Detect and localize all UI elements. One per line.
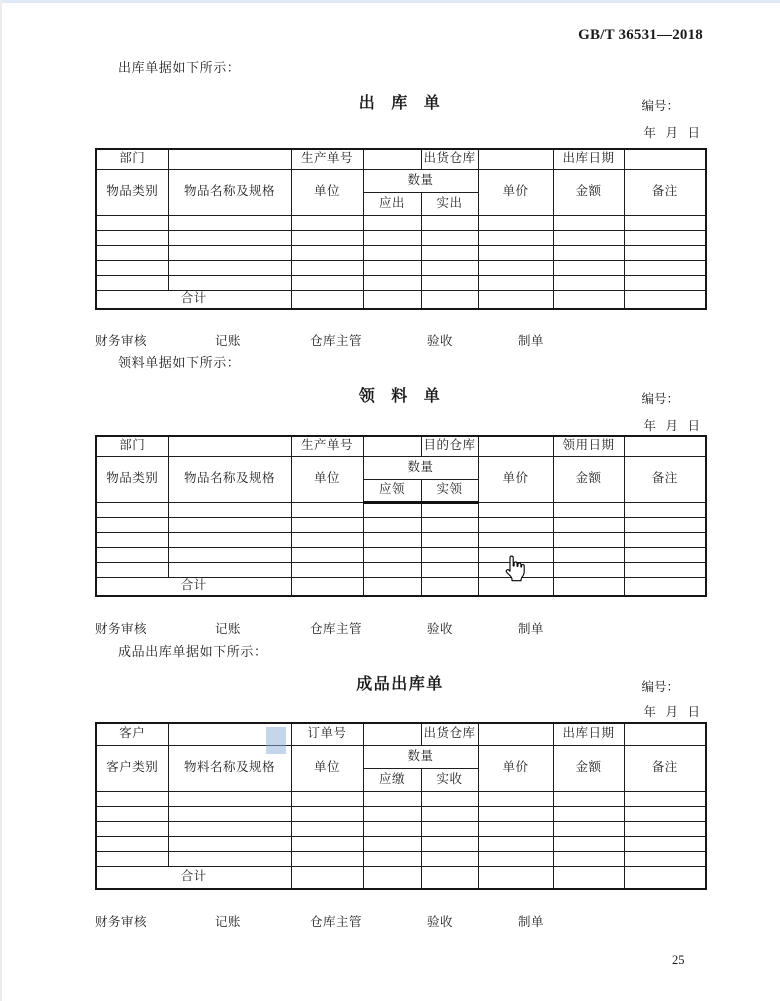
empty-cell (478, 260, 553, 275)
empty-cell (96, 215, 168, 230)
empty-cell (624, 245, 706, 260)
warehouse-value-cell (478, 723, 553, 745)
empty-cell (553, 577, 624, 596)
empty-cell (96, 791, 168, 806)
standard-code: GB/T 36531—2018 (578, 27, 703, 43)
empty-cell (624, 836, 706, 851)
empty-cell (168, 547, 291, 562)
empty-cell (478, 517, 553, 532)
empty-cell (168, 502, 291, 517)
empty-cell (624, 215, 706, 230)
empty-cell (624, 806, 706, 821)
empty-cell (168, 517, 291, 532)
empty-cell (96, 517, 168, 532)
empty-cell (363, 866, 421, 889)
signer-warehouse-manager: 仓库主管 (310, 622, 363, 636)
empty-cell (363, 260, 421, 275)
empty-cell (624, 851, 706, 866)
empty-cell (421, 517, 478, 532)
empty-cell (478, 791, 553, 806)
empty-cell (168, 836, 291, 851)
form-title-requisition: 领 料 单 (358, 388, 442, 405)
empty-cell (553, 851, 624, 866)
signer-warehouse-manager: 仓库主管 (310, 915, 363, 929)
empty-cell (624, 275, 706, 290)
empty-cell (624, 577, 706, 596)
empty-cell (421, 532, 478, 547)
empty-cell (478, 230, 553, 245)
form-number-label: 编号： (641, 99, 679, 113)
empty-cell (478, 245, 553, 260)
col-header-name-spec: 物品名称及规格 (168, 456, 291, 502)
date-label-cell: 出库日期 (553, 723, 624, 745)
intro-text-finished-goods: 成品出库单据如下所示： (118, 644, 268, 659)
customer-label-cell: 客户 (96, 723, 168, 745)
col-header-quantity: 数量 (363, 745, 478, 768)
col-header-remarks: 备注 (624, 456, 706, 502)
table-row (96, 215, 706, 230)
empty-cell (168, 821, 291, 836)
signer-inspection: 验收 (427, 334, 454, 348)
header-row (96, 456, 706, 479)
col-header-name-spec: 物料名称及规格 (168, 745, 291, 791)
col-header-category: 物品类别 (96, 456, 168, 502)
empty-cell (291, 562, 363, 577)
table-row (96, 836, 706, 851)
col-header-unit-price: 单价 (478, 745, 553, 791)
empty-cell (96, 502, 168, 517)
production-order-label-cell: 生产单号 (291, 436, 363, 456)
order-no-label-cell: 订单号 (291, 723, 363, 745)
empty-cell (291, 836, 363, 851)
empty-cell (363, 275, 421, 290)
total-row (96, 577, 706, 596)
empty-cell (363, 791, 421, 806)
empty-cell (553, 806, 624, 821)
empty-cell (96, 260, 168, 275)
col-header-due-issue: 应领 (363, 479, 421, 502)
empty-cell (624, 502, 706, 517)
form-date-label: 年 月 日 (643, 419, 700, 433)
empty-cell (478, 532, 553, 547)
dest-warehouse-label-cell: 目的仓库 (421, 436, 478, 456)
table-row (96, 517, 706, 532)
intro-text-requisition: 领料单据如下所示： (118, 355, 241, 370)
empty-cell (291, 532, 363, 547)
col-header-unit-price: 单价 (478, 456, 553, 502)
form-number-label: 编号： (641, 392, 679, 406)
empty-cell (291, 577, 363, 596)
date-label-cell: 领用日期 (553, 436, 624, 456)
table-row (96, 851, 706, 866)
total-label-cell: 合计 (96, 577, 291, 596)
production-order-label-cell: 生产单号 (291, 149, 363, 169)
empty-cell (363, 547, 421, 562)
empty-cell (96, 532, 168, 547)
empty-cell (291, 806, 363, 821)
empty-cell (168, 791, 291, 806)
signer-preparer: 制单 (518, 915, 545, 929)
empty-cell (553, 866, 624, 889)
empty-cell (363, 821, 421, 836)
requisition-form-table (95, 435, 707, 597)
col-header-category: 物品类别 (96, 169, 168, 215)
empty-cell (363, 836, 421, 851)
header-row (96, 745, 706, 768)
date-label-cell: 出库日期 (553, 149, 624, 169)
empty-cell (624, 562, 706, 577)
empty-cell (553, 275, 624, 290)
table-row (96, 547, 706, 562)
table-row (96, 532, 706, 547)
empty-cell (421, 851, 478, 866)
production-order-value-cell (363, 436, 421, 456)
empty-cell (363, 215, 421, 230)
empty-cell (168, 275, 291, 290)
empty-cell (421, 260, 478, 275)
signer-preparer: 制单 (518, 334, 545, 348)
empty-cell (553, 547, 624, 562)
col-header-actual-out: 实出 (421, 192, 478, 215)
col-header-quantity: 数量 (363, 456, 478, 479)
form-date-label: 年 月 日 (643, 705, 700, 719)
signer-finance: 财务审核 (95, 334, 148, 348)
empty-cell (363, 502, 421, 517)
finished-goods-form-table (95, 722, 707, 890)
empty-cell (363, 577, 421, 596)
table-row (96, 275, 706, 290)
info-row (96, 723, 706, 745)
empty-cell (478, 502, 553, 517)
empty-cell (478, 866, 553, 889)
col-header-amount: 金额 (553, 456, 624, 502)
empty-cell (291, 502, 363, 517)
empty-cell (421, 215, 478, 230)
empty-cell (168, 260, 291, 275)
empty-cell (624, 821, 706, 836)
empty-cell (363, 562, 421, 577)
empty-cell (291, 215, 363, 230)
empty-cell (553, 260, 624, 275)
empty-cell (421, 275, 478, 290)
empty-cell (96, 821, 168, 836)
signer-inspection: 验收 (427, 622, 454, 636)
empty-cell (421, 821, 478, 836)
dest-warehouse-value-cell (478, 436, 553, 456)
empty-cell (363, 230, 421, 245)
signer-bookkeeping: 记账 (215, 915, 242, 929)
intro-text-outbound: 出库单据如下所示： (118, 60, 241, 75)
form-title-finished-goods: 成品出库单 (356, 676, 444, 693)
empty-cell (96, 275, 168, 290)
col-header-unit: 单位 (291, 169, 363, 215)
order-no-value-cell (363, 723, 421, 745)
info-row (96, 436, 706, 456)
empty-cell (553, 562, 624, 577)
signer-finance: 财务审核 (95, 622, 148, 636)
empty-cell (553, 502, 624, 517)
empty-cell (168, 215, 291, 230)
empty-cell (421, 806, 478, 821)
col-header-quantity: 数量 (363, 169, 478, 192)
header-row (96, 169, 706, 192)
empty-cell (478, 275, 553, 290)
page-left-edge (0, 0, 2, 1001)
empty-cell (363, 517, 421, 532)
form-title-outbound: 出 库 单 (358, 95, 442, 112)
empty-cell (291, 290, 363, 309)
empty-cell (553, 230, 624, 245)
total-label-cell: 合计 (96, 866, 291, 889)
empty-cell (478, 851, 553, 866)
total-row (96, 290, 706, 309)
form-number-label: 编号： (641, 680, 679, 694)
empty-cell (168, 532, 291, 547)
col-header-unit-price: 单价 (478, 169, 553, 215)
table-row (96, 260, 706, 275)
watermark-fragment (266, 727, 286, 754)
empty-cell (363, 806, 421, 821)
dept-label-cell: 部门 (96, 149, 168, 169)
empty-cell (624, 517, 706, 532)
col-header-customer-category: 客户类别 (96, 745, 168, 791)
dept-label-cell: 部门 (96, 436, 168, 456)
col-header-actual-issue: 实领 (421, 479, 478, 502)
signer-preparer: 制单 (518, 622, 545, 636)
empty-cell (421, 836, 478, 851)
empty-cell (168, 851, 291, 866)
empty-cell (291, 791, 363, 806)
page-number: 25 (672, 953, 685, 967)
empty-cell (291, 821, 363, 836)
empty-cell (96, 851, 168, 866)
empty-cell (96, 836, 168, 851)
production-order-value-cell (363, 149, 421, 169)
empty-cell (421, 791, 478, 806)
empty-cell (624, 230, 706, 245)
empty-cell (478, 821, 553, 836)
empty-cell (421, 866, 478, 889)
empty-cell (363, 290, 421, 309)
empty-cell (291, 260, 363, 275)
col-header-amount: 金额 (553, 169, 624, 215)
col-header-remarks: 备注 (624, 169, 706, 215)
signer-finance: 财务审核 (95, 915, 148, 929)
dept-value-cell (168, 149, 291, 169)
table-row (96, 562, 706, 577)
warehouse-value-cell (478, 149, 553, 169)
empty-cell (553, 821, 624, 836)
signature-row (95, 331, 705, 347)
empty-cell (291, 275, 363, 290)
signer-inspection: 验收 (427, 915, 454, 929)
empty-cell (291, 866, 363, 889)
col-header-actual-received: 实收 (421, 768, 478, 791)
table-row (96, 791, 706, 806)
empty-cell (96, 245, 168, 260)
empty-cell (478, 290, 553, 309)
content-area (95, 0, 705, 1001)
table-row (96, 806, 706, 821)
signature-row (95, 912, 705, 928)
empty-cell (553, 836, 624, 851)
empty-cell (168, 806, 291, 821)
empty-cell (624, 791, 706, 806)
table-row (96, 245, 706, 260)
total-label-cell: 合计 (96, 290, 291, 309)
empty-cell (478, 836, 553, 851)
form-date-label: 年 月 日 (643, 126, 700, 140)
empty-cell (421, 290, 478, 309)
table-row (96, 502, 706, 517)
signer-bookkeeping: 记账 (215, 622, 242, 636)
dept-value-cell (168, 436, 291, 456)
col-header-name-spec: 物品名称及规格 (168, 169, 291, 215)
date-value-cell (624, 723, 706, 745)
empty-cell (553, 517, 624, 532)
empty-cell (291, 245, 363, 260)
total-row (96, 866, 706, 889)
empty-cell (421, 245, 478, 260)
empty-cell (478, 215, 553, 230)
empty-cell (363, 245, 421, 260)
empty-cell (96, 230, 168, 245)
empty-cell (291, 547, 363, 562)
empty-cell (96, 806, 168, 821)
empty-cell (291, 230, 363, 245)
col-header-remarks: 备注 (624, 745, 706, 791)
empty-cell (553, 215, 624, 230)
empty-cell (363, 532, 421, 547)
empty-cell (624, 532, 706, 547)
signature-row (95, 619, 705, 635)
signer-bookkeeping: 记账 (215, 334, 242, 348)
warehouse-label-cell: 出货仓库 (421, 723, 478, 745)
warehouse-label-cell: 出货仓库 (421, 149, 478, 169)
empty-cell (363, 851, 421, 866)
empty-cell (624, 866, 706, 889)
col-header-unit: 单位 (291, 745, 363, 791)
date-value-cell (624, 436, 706, 456)
empty-cell (553, 245, 624, 260)
empty-cell (553, 290, 624, 309)
empty-cell (421, 547, 478, 562)
col-header-due-submit: 应缴 (363, 768, 421, 791)
empty-cell (421, 562, 478, 577)
empty-cell (624, 290, 706, 309)
empty-cell (168, 245, 291, 260)
empty-cell (291, 517, 363, 532)
empty-cell (96, 562, 168, 577)
table-row (96, 230, 706, 245)
empty-cell (478, 806, 553, 821)
empty-cell (553, 791, 624, 806)
empty-cell (553, 532, 624, 547)
col-header-due-out: 应出 (363, 192, 421, 215)
hand-cursor-icon (502, 554, 526, 583)
empty-cell (421, 502, 478, 517)
empty-cell (168, 230, 291, 245)
outbound-form-table (95, 148, 707, 310)
empty-cell (168, 562, 291, 577)
empty-cell (624, 547, 706, 562)
empty-cell (421, 577, 478, 596)
empty-cell (624, 260, 706, 275)
info-row (96, 149, 706, 169)
signer-warehouse-manager: 仓库主管 (310, 334, 363, 348)
empty-cell (421, 230, 478, 245)
table-row (96, 821, 706, 836)
col-header-unit: 单位 (291, 456, 363, 502)
empty-cell (96, 547, 168, 562)
empty-cell (291, 851, 363, 866)
date-value-cell (624, 149, 706, 169)
col-header-amount: 金额 (553, 745, 624, 791)
